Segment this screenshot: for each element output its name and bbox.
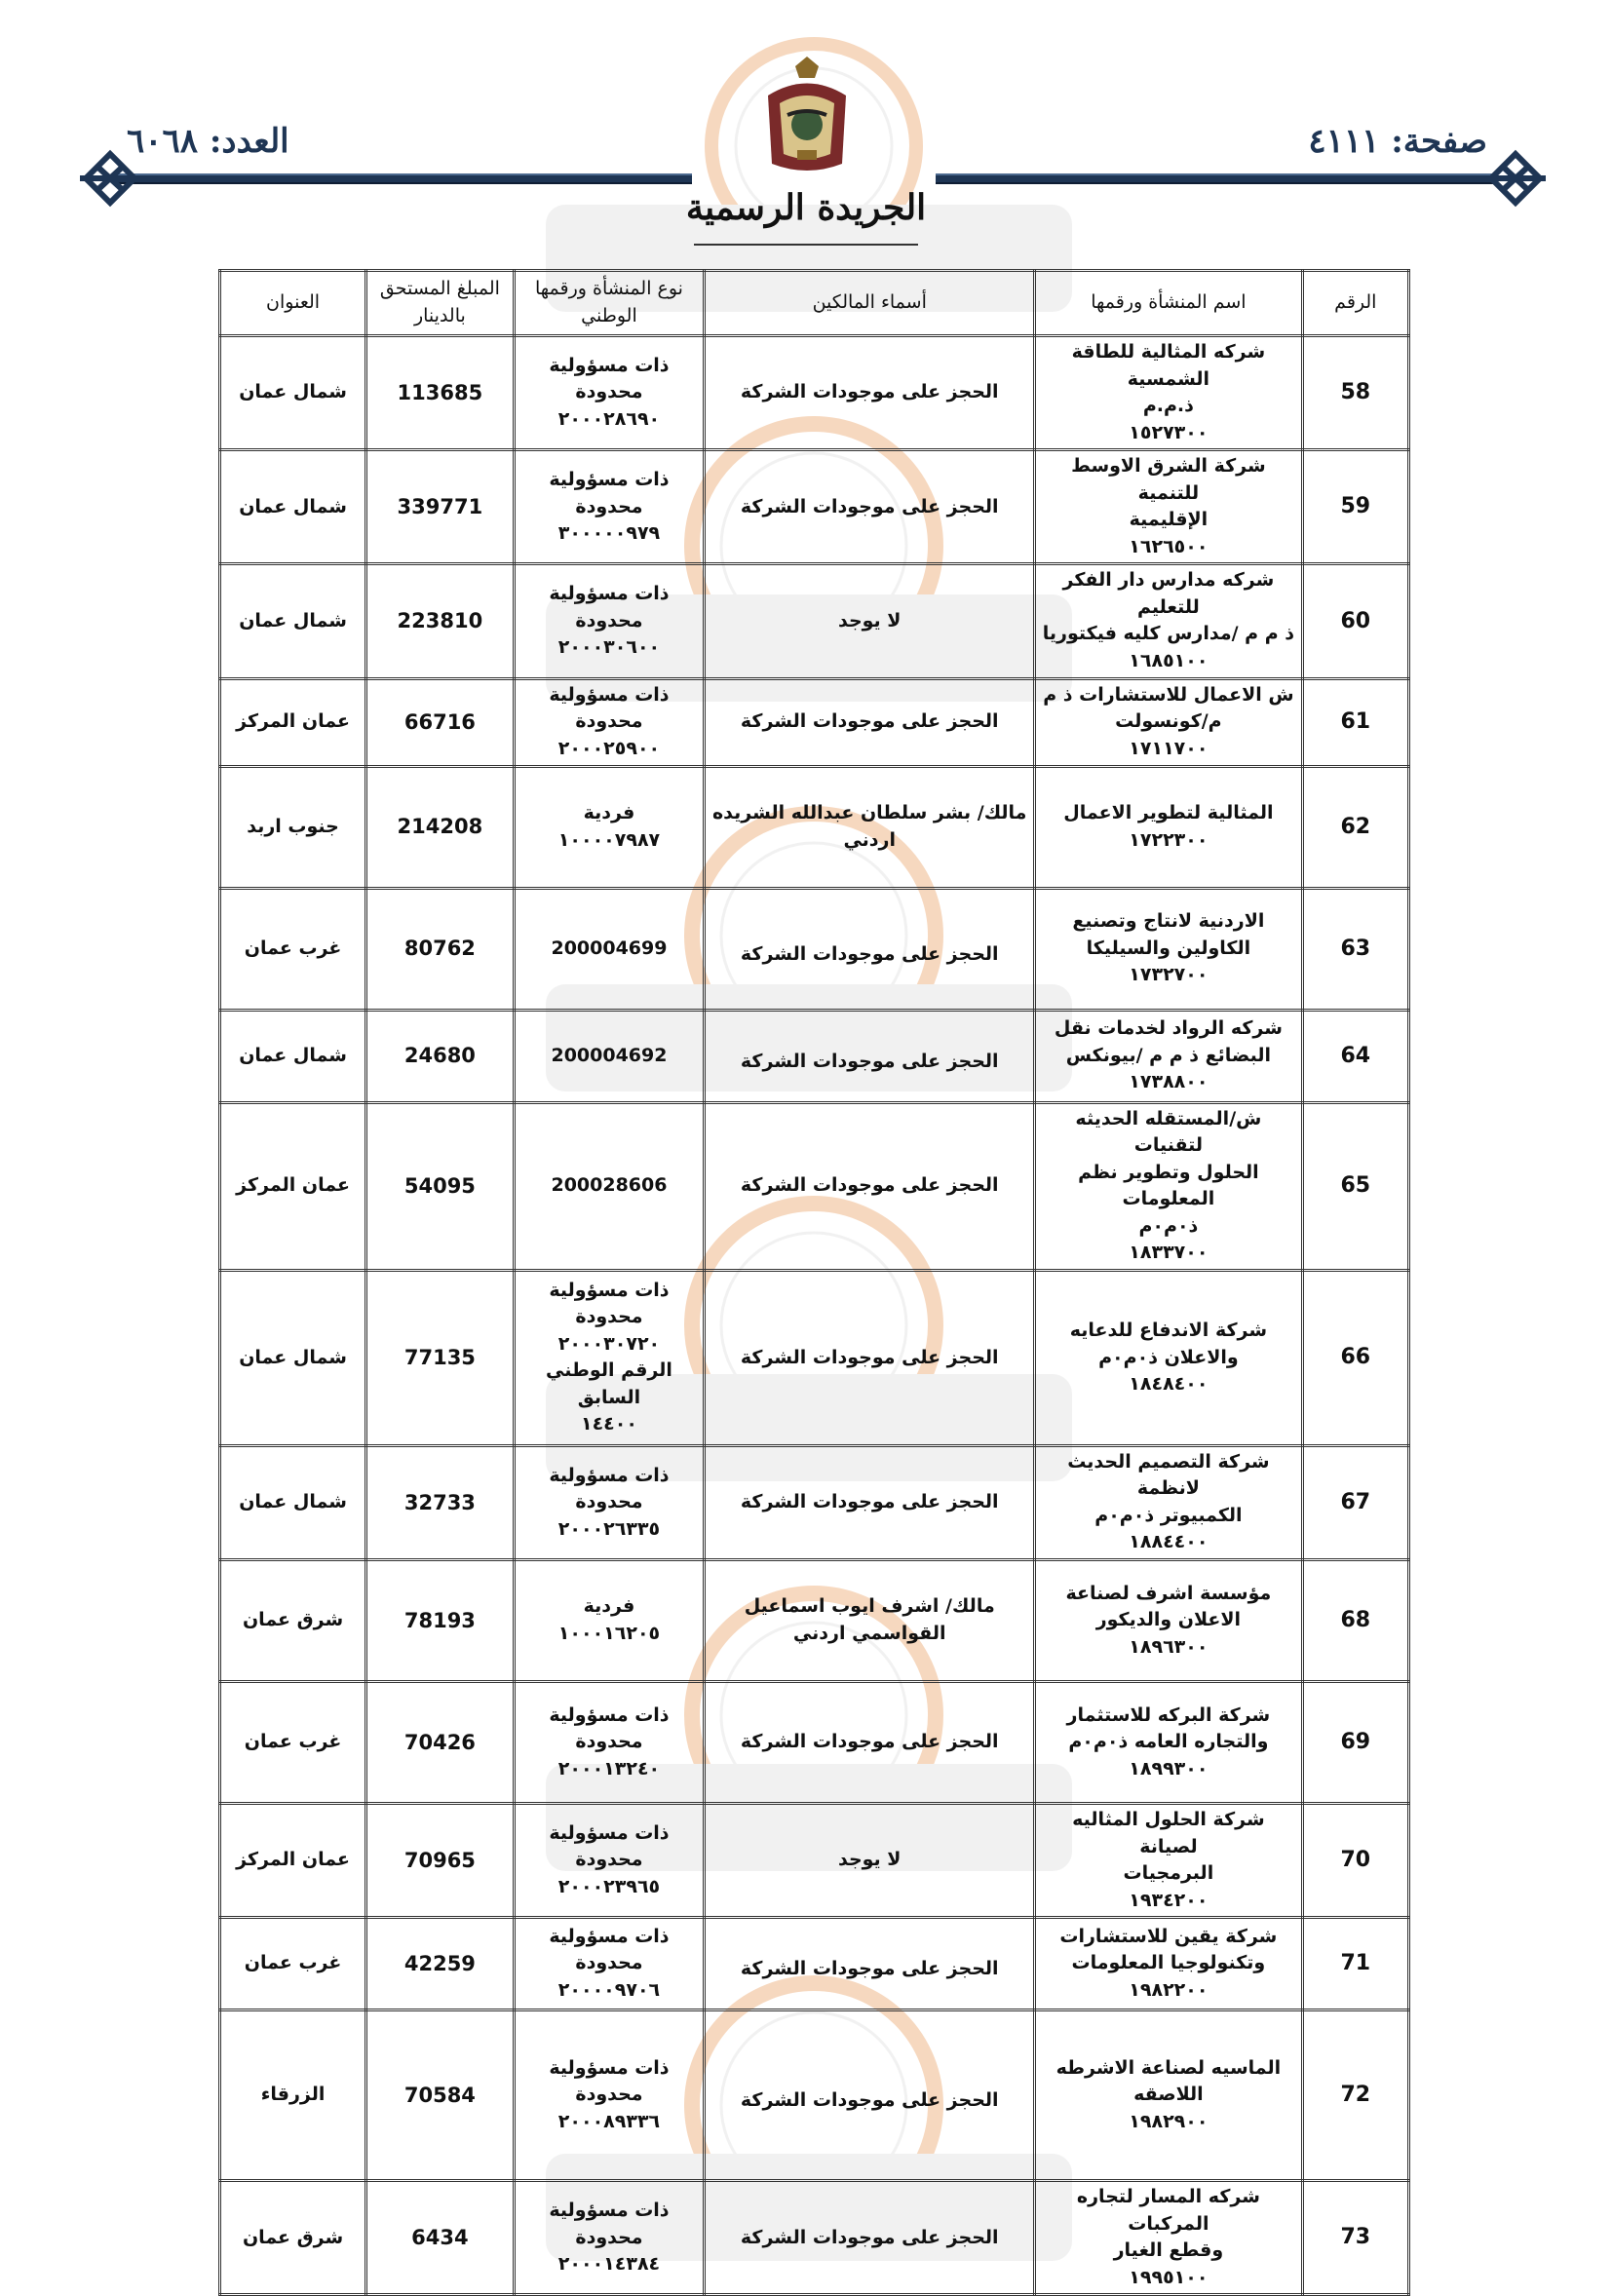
cell-line: محدودة [575, 381, 643, 403]
header-rule-left [112, 173, 692, 184]
header-owners: أسماء المالكين [705, 271, 1035, 336]
cell-line: ذات مسؤولية [549, 354, 670, 376]
cell-line: ٢٠٠٠٣٠٧٢٠ [557, 1332, 661, 1355]
cell-type [514, 336, 705, 450]
cell-establishment-name [1035, 888, 1302, 1010]
cell-line: محدودة [575, 609, 643, 631]
cell-establishment-name [1035, 1445, 1302, 1559]
cell-line: ذات مسؤولية [549, 683, 670, 706]
cell-establishment-name [1035, 766, 1302, 888]
cell-owners: الحجز على موجودات الشركة [705, 2181, 1035, 2295]
table-row [220, 1804, 1409, 1918]
cell-line: شركه مدارس دار الفكر للتعليم [1062, 569, 1275, 618]
cell-type [514, 766, 705, 888]
cell-line: فردية [583, 802, 635, 824]
cell-line: شركه المسار لتجاره المركبات [1076, 2186, 1260, 2235]
cell-address: شمال عمان [220, 1010, 366, 1102]
cell-address: غرب عمان [220, 1682, 366, 1804]
registry-table [218, 269, 1410, 2296]
publication-title: الجريدة الرسمية [685, 187, 927, 228]
cell-line: ذات مسؤولية [549, 1821, 670, 1844]
cell-address: عمان المركز [220, 1804, 366, 1918]
cell-address: عمان المركز [220, 1102, 366, 1270]
table-row [220, 678, 1409, 766]
cell-amount: 70584 [366, 2010, 515, 2181]
cell-line: البرمجيات [1123, 1862, 1214, 1885]
cell-owners: الحجز على موجودات الشركة [705, 1682, 1035, 1804]
cell-establishment-name [1035, 450, 1302, 564]
cell-num: 58 [1302, 336, 1408, 450]
table-row [220, 1560, 1409, 1682]
cell-amount: 24680 [366, 1010, 515, 1102]
cell-owners: لا يوجد [705, 1804, 1035, 1918]
cell-address: جنوب اربد [220, 766, 366, 888]
cell-line: ذ.م.م [1142, 395, 1194, 417]
cell-line: ش الاعمال للاستشارات ذ م [1043, 683, 1294, 706]
cell-num: 59 [1302, 450, 1408, 564]
cell-line: ذ م م /مدارس كليه فيكتوريا [1042, 623, 1294, 645]
cell-type [514, 1010, 705, 1102]
cell-amount: 32733 [366, 1445, 515, 1559]
cell-owners: الحجز على موجودات الشركة [705, 678, 1035, 766]
cell-amount: 54095 [366, 1102, 515, 1270]
cell-line: ١٩٩٥١٠٠ [1129, 2266, 1209, 2288]
cell-line: والاعلان ذ٠م٠م [1098, 1346, 1239, 1368]
cell-line: الكاولين والسيليكا [1086, 937, 1251, 959]
cell-establishment-name [1035, 1102, 1302, 1270]
cell-type [514, 1445, 705, 1559]
cell-line: ١٠٠٠١٦٢٠٥ [557, 1623, 661, 1645]
cell-owners: الحجز على موجودات الشركة [705, 2010, 1035, 2181]
table-row [220, 1270, 1409, 1445]
cell-amount: 78193 [366, 1560, 515, 1682]
header-type: نوع المنشأة ورقمها الوطني [514, 271, 705, 336]
table-row [220, 1682, 1409, 1804]
table-row [220, 1918, 1409, 2010]
cell-line: ١٨٤٨٤٠٠ [1129, 1373, 1209, 1396]
cell-type [514, 1102, 705, 1270]
cell-line: شركة البركه للاستثمار [1066, 1703, 1271, 1726]
cell-line: البضائع ذ م م /بيونكس [1065, 1044, 1271, 1066]
table-row [220, 450, 1409, 564]
cell-type [514, 1560, 705, 1682]
cell-line: ذات مسؤولية [549, 468, 670, 490]
cell-amount: 66716 [366, 678, 515, 766]
cell-amount: 223810 [366, 564, 515, 678]
page-header [0, 0, 1612, 263]
cell-line: شركة يقين للاستشارات [1059, 1925, 1278, 1947]
header-name: اسم المنشأة ورقمها [1035, 271, 1302, 336]
cell-owners: الحجز على موجودات الشركة [705, 1270, 1035, 1445]
cell-establishment-name [1035, 1270, 1302, 1445]
cell-amount: 70426 [366, 1682, 515, 1804]
cell-line: ذات مسؤولية [549, 2056, 670, 2079]
cell-line: محدودة [575, 2084, 643, 2106]
cell-line: ١٦٢٦٥٠٠ [1129, 535, 1209, 557]
cell-type [514, 678, 705, 766]
cell-establishment-name [1035, 1918, 1302, 2010]
header-address: العنوان [220, 271, 366, 336]
cell-owners: الحجز على موجودات الشركة [705, 1102, 1035, 1270]
cell-amount: 70965 [366, 1804, 515, 1918]
cell-line: وتكنولوجيا المعلومات [1071, 1952, 1266, 1974]
cell-line: ٢٠٠٠٢٨٦٩٠ [557, 407, 661, 430]
cell-line: ٢٠٠٠٢٦٣٣٥ [557, 1517, 661, 1540]
cell-owners: الحجز على موجودات الشركة [705, 450, 1035, 564]
cell-line: ذات مسؤولية [549, 1279, 670, 1301]
cell-type [514, 564, 705, 678]
cell-num: 70 [1302, 1804, 1408, 1918]
cell-line: ش/المستقله الحديثه لتقنيات [1075, 1107, 1262, 1157]
cell-line: شركة الشرق الاوسط للتنمية [1071, 455, 1266, 504]
cell-address: غرب عمان [220, 1918, 366, 2010]
cell-num: 60 [1302, 564, 1408, 678]
cell-line: ١٨٩٩٣٠٠ [1129, 1757, 1209, 1779]
table-row [220, 1102, 1409, 1270]
cell-line: م/كونسولت [1115, 710, 1222, 733]
cell-line: ٢٠٠٠٣٠٦٠٠ [557, 636, 661, 659]
cell-type [514, 1918, 705, 2010]
cell-line: الكمبيوتر ذ٠م٠م [1094, 1504, 1243, 1526]
cell-type [514, 2010, 705, 2181]
cell-establishment-name [1035, 336, 1302, 450]
cell-line: ذ٠م٠م [1138, 1214, 1199, 1237]
cell-line: شركة الاندفاع للدعايه [1069, 1320, 1268, 1342]
cell-num: 71 [1302, 1918, 1408, 2010]
cell-owners: مالك/ اشرف ايوب اسماعيل القواسمي اردني [705, 1560, 1035, 1682]
cell-line: ٢٠٠٠٨٩٣٣٦ [557, 2110, 661, 2132]
cell-type [514, 1804, 705, 1918]
cell-line: ١٨٩٦٣٠٠ [1129, 1635, 1209, 1658]
cell-line: ١٨٨٤٤٠٠ [1129, 1531, 1209, 1553]
cell-address: الزرقاء [220, 2010, 366, 2181]
cell-line: محدودة [575, 2226, 643, 2248]
cell-owners: الحجز على موجودات الشركة [705, 1010, 1035, 1102]
cell-line: ٢٠٠٠٢٣٩٦٥ [557, 1875, 661, 1897]
cell-owners: الحجز على موجودات الشركة [705, 1918, 1035, 2010]
cell-line: ١٩٨٢٩٠٠ [1129, 2110, 1209, 2132]
cell-owners: الحجز على موجودات الشركة [705, 1445, 1035, 1559]
cell-type [514, 888, 705, 1010]
table-row [220, 2181, 1409, 2295]
cell-line: ١٥٢٧٣٠٠ [1129, 421, 1209, 443]
cell-address: شمال عمان [220, 336, 366, 450]
cell-establishment-name [1035, 678, 1302, 766]
cell-num: 61 [1302, 678, 1408, 766]
cell-line: ذات مسؤولية [549, 1925, 670, 1947]
cell-line: محدودة [575, 1491, 643, 1513]
cell-line: الماسيه لصناعة الاشرطه [1055, 2056, 1282, 2079]
cell-line: ١٧٢٢٣٠٠ [1129, 828, 1209, 851]
cell-type [514, 2181, 705, 2295]
cell-num: 63 [1302, 888, 1408, 1010]
cell-owners: مالك/ بشر سلطان عبدالله الشريده اردني [705, 766, 1035, 888]
cell-amount: 339771 [366, 450, 515, 564]
cell-line: ذات مسؤولية [549, 583, 670, 605]
cell-amount: 214208 [366, 766, 515, 888]
table-row [220, 336, 1409, 450]
cell-line: والتجاره العامه ذ٠م٠م [1068, 1731, 1269, 1753]
cell-line: ذات مسؤولية [549, 1703, 670, 1726]
cell-establishment-name [1035, 564, 1302, 678]
header-rule-right [936, 173, 1496, 184]
page-number-label: صفحة: ٤١١١ [1308, 122, 1487, 161]
cell-amount: 42259 [366, 1918, 515, 2010]
cell-line: ١٧٣٨٨٠٠ [1129, 1071, 1209, 1093]
cell-amount: 80762 [366, 888, 515, 1010]
cell-num: 66 [1302, 1270, 1408, 1445]
table-body [220, 336, 1409, 2295]
cell-address: غرب عمان [220, 888, 366, 1010]
cell-amount: 113685 [366, 336, 515, 450]
cell-num: 69 [1302, 1682, 1408, 1804]
cell-owners: لا يوجد [705, 564, 1035, 678]
cell-line: ذات مسؤولية [549, 2199, 670, 2221]
table-row [220, 1445, 1409, 1559]
cell-line: شركه الرواد لخدمات نقل [1054, 1017, 1283, 1040]
cell-line: محدودة [575, 710, 643, 733]
cell-line: ٣٠٠٠٠٠٩٧٩ [557, 522, 661, 545]
cell-num: 67 [1302, 1445, 1408, 1559]
cell-owners: الحجز على موجودات الشركة [705, 336, 1035, 450]
cell-line: 200028606 [551, 1174, 668, 1197]
cell-line: ١٩٣٤٢٠٠ [1129, 1889, 1209, 1911]
cell-address: شرق عمان [220, 1560, 366, 1682]
cell-line: شركه المثالية للطاقة الشمسية [1071, 341, 1266, 390]
cell-line: ٢٠٠٠٠٩٧٠٦ [557, 1978, 661, 2001]
cell-line: شركة التصميم الحديث لانظمة [1067, 1450, 1270, 1500]
cell-type [514, 450, 705, 564]
cell-line: ١٩٨٢٢٠٠ [1129, 1978, 1209, 2001]
cell-line: محدودة [575, 495, 643, 517]
cell-establishment-name [1035, 1010, 1302, 1102]
header-amount: المبلغ المستحق بالدينار [366, 271, 515, 336]
table-row [220, 564, 1409, 678]
cell-address: عمان المركز [220, 678, 366, 766]
cell-amount: 6434 [366, 2181, 515, 2295]
cell-num: 62 [1302, 766, 1408, 888]
cell-address: شمال عمان [220, 1445, 366, 1559]
cell-establishment-name [1035, 1804, 1302, 1918]
cell-line: اللاصقه [1133, 2084, 1204, 2106]
cell-address: شمال عمان [220, 1270, 366, 1445]
cell-address: شرق عمان [220, 2181, 366, 2295]
cell-num: 64 [1302, 1010, 1408, 1102]
cell-line: مؤسسة اشرف لصناعة [1065, 1582, 1272, 1604]
cell-line: ٢٠٠٠١٣٢٤٠ [557, 1757, 661, 1779]
cell-line: الإقليمية [1129, 509, 1209, 531]
cell-line: ٢٠٠٠١٤٣٨٤ [557, 2253, 661, 2276]
table-row [220, 1010, 1409, 1102]
cell-line: ١٦٨٥١٠٠ [1129, 650, 1209, 672]
cell-line: محدودة [575, 1306, 643, 1328]
cell-num: 65 [1302, 1102, 1408, 1270]
cell-line: ٢٠٠٠٢٥٩٠٠ [557, 737, 661, 759]
cell-line: ذات مسؤولية [549, 1464, 670, 1486]
cell-line: شركة الحلول المثاليه لصيانة [1072, 1809, 1265, 1857]
cell-owners: الحجز على موجودات الشركة [705, 888, 1035, 1010]
cell-line: ١٧٣٢٧٠٠ [1129, 964, 1209, 986]
cell-line: فردية [583, 1595, 635, 1618]
table-row [220, 888, 1409, 1010]
header-num: الرقم [1302, 271, 1408, 336]
cell-line: الاردنية لانتاج وتصنيع [1072, 910, 1265, 933]
cell-num: 72 [1302, 2010, 1408, 2181]
title-underline [694, 244, 918, 246]
cell-establishment-name [1035, 1560, 1302, 1682]
issue-number-label: العدد: ٦٠٦٨ [127, 122, 289, 161]
cell-establishment-name [1035, 2181, 1302, 2295]
cell-type [514, 1682, 705, 1804]
cell-line: السابق [577, 1386, 641, 1408]
cell-line: وقطع الغيار [1113, 2239, 1224, 2262]
cell-line: ١٤٤٠٠ [580, 1413, 637, 1435]
cell-line: ١٠٠٠٠٧٩٨٧ [557, 828, 661, 851]
coat-of-arms-icon [758, 57, 856, 177]
celtic-knot-icon [1481, 146, 1550, 210]
cell-num: 73 [1302, 2181, 1408, 2295]
cell-line: ١٧١١٧٠٠ [1129, 737, 1209, 759]
cell-line: محدودة [575, 1952, 643, 1974]
cell-line: الاعلان والديكور [1095, 1609, 1242, 1631]
cell-line: 200004692 [551, 1044, 668, 1066]
cell-line: محدودة [575, 1849, 643, 1871]
table-row [220, 766, 1409, 888]
cell-line: الرقم الوطني [546, 1359, 672, 1382]
cell-line: الحلول وتطوير نظم المعلومات [1078, 1161, 1259, 1210]
cell-establishment-name [1035, 1682, 1302, 1804]
cell-line: المثالية لتطوير الاعمال [1063, 802, 1274, 824]
cell-line: 200004699 [551, 937, 668, 959]
cell-line: ١٨٣٣٧٠٠ [1129, 1242, 1209, 1264]
cell-amount: 77135 [366, 1270, 515, 1445]
cell-num: 68 [1302, 1560, 1408, 1682]
cell-address: شمال عمان [220, 450, 366, 564]
cell-line: محدودة [575, 1731, 643, 1753]
cell-establishment-name [1035, 2010, 1302, 2181]
cell-address: شمال عمان [220, 564, 366, 678]
table-header-row [220, 271, 1409, 336]
cell-type [514, 1270, 705, 1445]
table-row [220, 2010, 1409, 2181]
